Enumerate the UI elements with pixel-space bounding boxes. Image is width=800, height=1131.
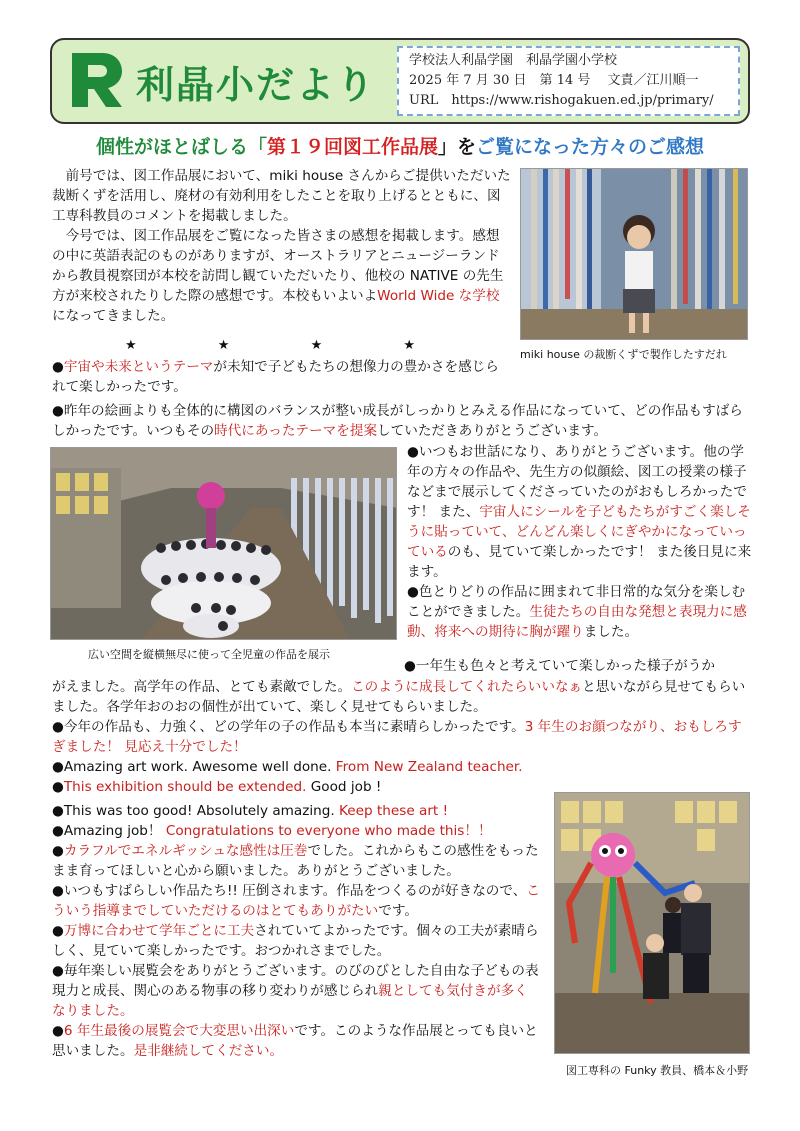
issue-date: 2025 年 7 月 30 日 第 14 号 文責／江川順一 [409, 73, 699, 88]
comment-9-text: ●This was too good! Absolutely amazing. [52, 803, 340, 819]
comment-7-highlight: From New Zealand teacher. [335, 759, 523, 775]
comment-1-highlight: 宇宙や未来というテーマ [63, 359, 214, 375]
comment-6 [52, 717, 752, 757]
photo-sudare [520, 168, 748, 340]
comment-5-highlight: このように成長してくれたらいいなぁ [351, 679, 583, 695]
comment-4-highlight: 生徒たちの自由な発想と表現力に感動、将来への期待に胸が躍り [407, 604, 747, 640]
comment-2-highlight: 時代にあったテーマを提案 [214, 423, 378, 439]
headline-part-2: 第１９回図工作品展 [266, 136, 438, 158]
comment-10-text: ●Amazing job！ [52, 823, 166, 839]
comment-7 [52, 757, 752, 777]
comment-12-text-end: です。 [378, 903, 418, 919]
comment-11 [52, 841, 540, 881]
photo-exhibition-hall [50, 447, 397, 640]
comment-10 [52, 821, 540, 841]
intro-paragraph-1: 前号では、図工作品展において、miki house さんからご提供いただいた裁断くずを活用し、廃材の有効利用をしたことを取り上げるとともに、図工専科教員のコメントを掲載しました。 [52, 168, 511, 224]
photo-sudare-caption: miki house の裁断くずで製作したすだれ [520, 348, 727, 361]
comment-15-highlight: 6 年生最後の展覧会で大変思い出深い [63, 1023, 295, 1039]
comment-15 [52, 1021, 540, 1061]
photo-art-teachers [554, 792, 750, 1054]
comment-11-highlight: カラフルでエネルギッシュな感性は圧巻 [63, 843, 308, 859]
bullet: ● [52, 779, 64, 795]
comment-1 [52, 357, 512, 397]
comment-14-text: ●毎年楽しい展覧会をありがとうございます。のびのびとした自由な子どもの表現力と成長、関心のある物事の移り変わりが感じられ [52, 963, 539, 999]
comment-9-highlight: Keep these art ! [339, 803, 449, 819]
comment-12-highlight: こういう指導までしていただけるのはとてもありがたい [52, 883, 540, 919]
comment-1-text: が未知で子どもたちの想像力の豊かさを感じられて楽しかったです。 [52, 359, 499, 395]
comment-4 [407, 582, 752, 642]
comment-3 [407, 442, 752, 642]
comment-13-highlight: 万博に合わせて学年ごとに工夫 [63, 923, 255, 939]
comment-3-text-end: のも、見ていて楽しかったです！ また後日見に来ます。 [407, 544, 752, 580]
comment-4-text-end: ました。 [583, 624, 639, 640]
photo-exhibition-hall-image [51, 448, 397, 640]
star-icon: ★ [310, 338, 323, 353]
comment-3-text: ●いつもお世話になり、ありがとうございます。他の学年の方々の作品や、先生方の似顔絵、図工の授業の様子などまで展示してくださっていたのがおもしろかったです！ また、 [407, 444, 747, 520]
bullet: ● [52, 923, 64, 939]
comment-5-text: がえました。高学年の作品、とても素敵でした。 [52, 679, 352, 695]
comment-6-highlight: 3 年生のお顔つながり、おもしろすぎました！ 見応え十分でした！ [52, 719, 742, 755]
intro-text [52, 166, 512, 326]
photo-art-teachers-image [555, 793, 750, 1054]
headline-part-1: 個性がほとばしる「 [95, 136, 267, 158]
svg-text:R: R [80, 107, 81, 108]
comment-5-text-end: と思いながら見せてもらいました。各学年おのおの個性が出ていて、楽しく見せてもらいました。 [52, 679, 746, 715]
comment-10-highlight: Congratulations to everyone who made this！！ [165, 823, 492, 839]
photo-exhibition-hall-caption: 広い空間を縦横無尽に使って全児童の作品を展示 [88, 648, 330, 661]
bullet: ● [52, 1023, 64, 1039]
comment-7-text: ●Amazing art work. Awesome well done. [52, 759, 336, 775]
headline-part-3: 」を [438, 136, 477, 158]
article-headline [0, 132, 800, 159]
star-icon: ★ [217, 338, 230, 353]
bullet: ● [52, 359, 64, 375]
star-divider [125, 338, 415, 353]
comment-6-text: ●今年の作品も、力強く、どの学年の子の作品も本当に素晴らしかったです。 [52, 719, 525, 735]
comment-13 [52, 921, 540, 961]
comment-3-highlight: 宇宙人にシールを子どもたちがすごく楽しそうに貼っていて、どんどん楽しくにぎやかになっていっている [407, 504, 751, 560]
newsletter-title: 利晶小だより [136, 63, 377, 107]
comment-12-text: ●いつもすばらしい作品たち!! 圧倒されます。作品をつくるのが好きなので、 [52, 883, 527, 899]
comment-13-text: されていてよかったです。個々の工夫が素晴らしく、見ていて楽しかったです。おつかれさまでした。 [52, 923, 539, 959]
photo-art-teachers-caption: 図工専科の Funky 教員、橋本＆小野 [566, 1064, 749, 1077]
comment-11-text: でした。これからもこの感性をもったまま育ってほしいと心から願いました。ありがとうございました。 [52, 843, 539, 879]
comment-4-text: ●色とりどりの作品に囲まれて非日常的な気分を楽しむことができました。 [407, 584, 746, 620]
photo-sudare-image [521, 169, 748, 340]
comment-5-first-line: ●一年生も色々と考えていて楽しかった様子がうか [404, 658, 715, 674]
intro-p2-end: になってきました。 [52, 308, 175, 324]
comments-lower [52, 677, 752, 797]
headline-part-4: ご覧になった方々のご感想 [476, 136, 705, 158]
star-icon: ★ [403, 338, 415, 353]
intro-p2-text: 今号では、図工作品展をご覧になった皆さまの感想を掲載します。感想の中に英語表記のものがありますが、オーストラリアとニュージーランドから教員視察団が本校を訪問し観ていただいたり、他校の NATIVE の先生方が来校されたりした際の感想です。本校もいよいよ [52, 228, 504, 304]
comment-14 [52, 961, 540, 1021]
comment-8-text: Good job ! [306, 779, 382, 795]
bullet: ● [52, 843, 64, 859]
school-url[interactable]: URL https://www.rishogakuen.ed.jp/primary/ [409, 93, 714, 108]
comments-bottom [52, 801, 540, 1061]
comment-2 [52, 401, 752, 441]
comment-15-text: です。このような作品展とっても良いと思いました。 [52, 1023, 538, 1059]
comment-12 [52, 881, 540, 921]
school-logo-icon [66, 49, 126, 111]
comment-15-highlight-end: 是非継続してください。 [133, 1043, 284, 1059]
comment-8-highlight: This exhibition should be extended. [63, 779, 307, 795]
issue-info-box [397, 46, 740, 116]
comment-9 [52, 801, 540, 821]
school-name: 学校法人利晶学園 利晶学園小学校 [409, 53, 618, 68]
star-icon: ★ [125, 338, 137, 353]
intro-p2-highlight: World Wide な学校 [377, 288, 500, 304]
masthead [50, 38, 750, 124]
comment-2-text: ●昨年の絵画よりも全体的に構図のバランスが整い成長がしっかりとみえる作品になっていて、どの作品もすばらしかったです。いつもその [52, 403, 743, 439]
intro-paragraph-2 [52, 226, 512, 326]
comment-2-text-end: していただきありがとうございます。 [377, 423, 608, 439]
comment-5 [52, 677, 752, 717]
comment-14-highlight: 親としても気付きが多くなりました。 [52, 983, 528, 1019]
